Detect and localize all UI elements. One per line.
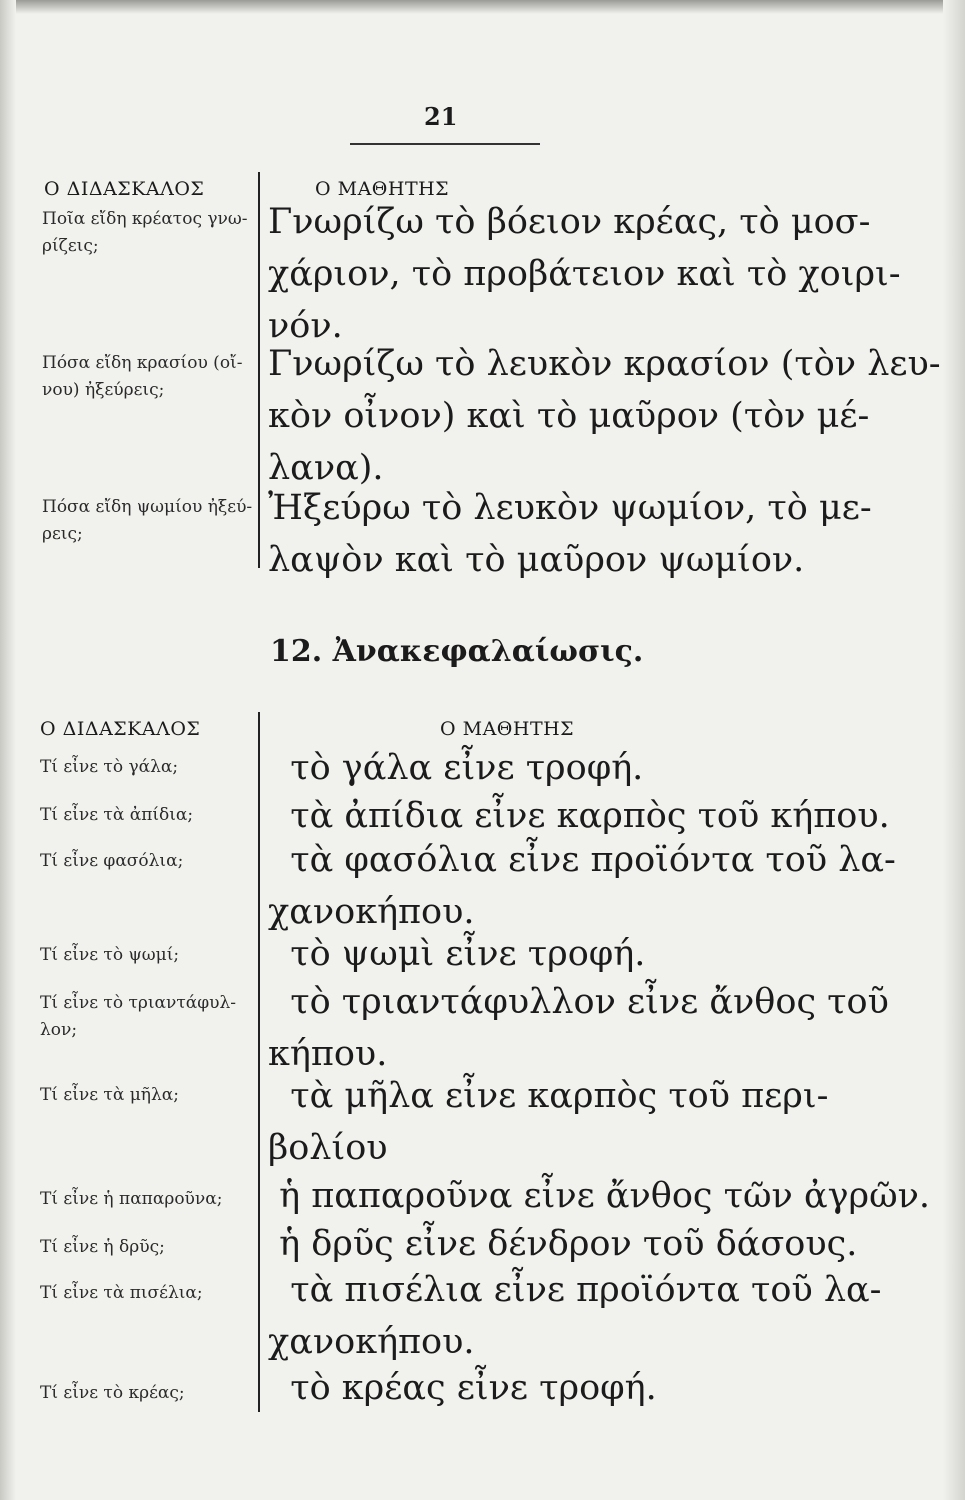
teacher-column-header: Ο ΔΙΔΑΣΚΑΛΟΣ — [44, 178, 205, 200]
question-3: Πόσα εἴδη ψωμίου ἠξεύ- ρεις; — [42, 497, 253, 544]
answer-3: Ἠξεύρω τὸ λευκὸν ψωμίον, τὸ με- λαψὸν καὶ τὸ μαῦρον ψωμίον. — [268, 488, 872, 580]
student-column-header: Ο ΜΑΘΗΤΗΣ — [315, 178, 450, 200]
question-poppy: Τί εἶνε ἡ παπαροῦνα; — [40, 1189, 223, 1209]
answer-1: Γνωρίζω τὸ βόειον κρέας, τὸ μοσ- χάριον, τὸ προβάτειον καὶ τὸ χοιρι- νόν. — [268, 202, 901, 346]
question-oak: Τί εἶνε ἡ δρῦς; — [40, 1237, 165, 1257]
question-rose: Τί εἶνε τὸ τριαντάφυλ- λον; — [40, 993, 236, 1040]
answer-meat: τὸ κρέας εἶνε τροφή. — [268, 1368, 657, 1408]
question-beans: Τί εἶνε φασόλια; — [40, 851, 184, 871]
question-apples: Τί εἶνε τὰ μῆλα; — [40, 1085, 179, 1105]
question-1: Ποῖα εἴδη κρέατος γνω- ρίζεις; — [42, 209, 248, 256]
answer-milk: τὸ γάλα εἶνε τροφή. — [268, 748, 644, 788]
answer-bread: τὸ ψωμὶ εἶνε τροφή. — [268, 934, 646, 974]
answer-beans: τὰ φασόλια εἶνε προϊόντα τοῦ λα- χανοκήπου. — [268, 840, 896, 932]
page-edge-right — [943, 0, 965, 1500]
question-peas: Τί εἶνε τὰ πισέλια; — [40, 1283, 203, 1303]
answer-2: Γνωρίζω τὸ λευκὸν κρασίον (τὸν λευ- κὸν οἶνον) καὶ τὸ μαῦρον (τὸν μέ- λανα). — [268, 344, 941, 488]
header-rule — [350, 143, 540, 145]
question-2: Πόσα εἴδη κρασίου (οἴ- νου) ἠξεύρεις; — [42, 353, 243, 400]
page-edge-top — [0, 0, 965, 14]
answer-apples: τὰ μῆλα εἶνε καρπὸς τοῦ περι- βολίου — [268, 1076, 829, 1168]
answer-peas: τὰ πισέλια εἶνε προϊόντα τοῦ λα- χανοκήπου. — [268, 1270, 882, 1362]
question-bread: Τί εἶνε τὸ ψωμί; — [40, 945, 180, 965]
page-edge-left — [0, 0, 16, 1500]
question-meat: Τί εἶνε τὸ κρέας; — [40, 1383, 185, 1403]
answer-oak: ἡ δρῦς εἶνε δένδρον τοῦ δάσους. — [268, 1224, 858, 1264]
column-divider-2 — [258, 712, 260, 1412]
question-pears: Τί εἶνε τὰ ἀπίδια; — [40, 805, 194, 825]
question-milk: Τί εἶνε τὸ γάλα; — [40, 757, 179, 777]
teacher-column-header-2: Ο ΔΙΔΑΣΚΑΛΟΣ — [40, 718, 201, 740]
answer-poppy: ἡ παπαροῦνα εἶνε ἄνθος τῶν ἀγρῶν. — [268, 1176, 931, 1216]
answer-pears: τὰ ἀπίδια εἶνε καρπὸς τοῦ κήπου. — [268, 796, 890, 836]
section-title: 12. Ἀνακεφαλαίωσις. — [270, 634, 644, 669]
answer-rose: τὸ τριαντάφυλλον εἶνε ἄνθος τοῦ κήπου. — [268, 982, 889, 1074]
student-column-header-2: Ο ΜΑΘΗΤΗΣ — [440, 718, 575, 740]
page-number: 21 — [424, 102, 458, 131]
column-divider — [258, 172, 260, 568]
